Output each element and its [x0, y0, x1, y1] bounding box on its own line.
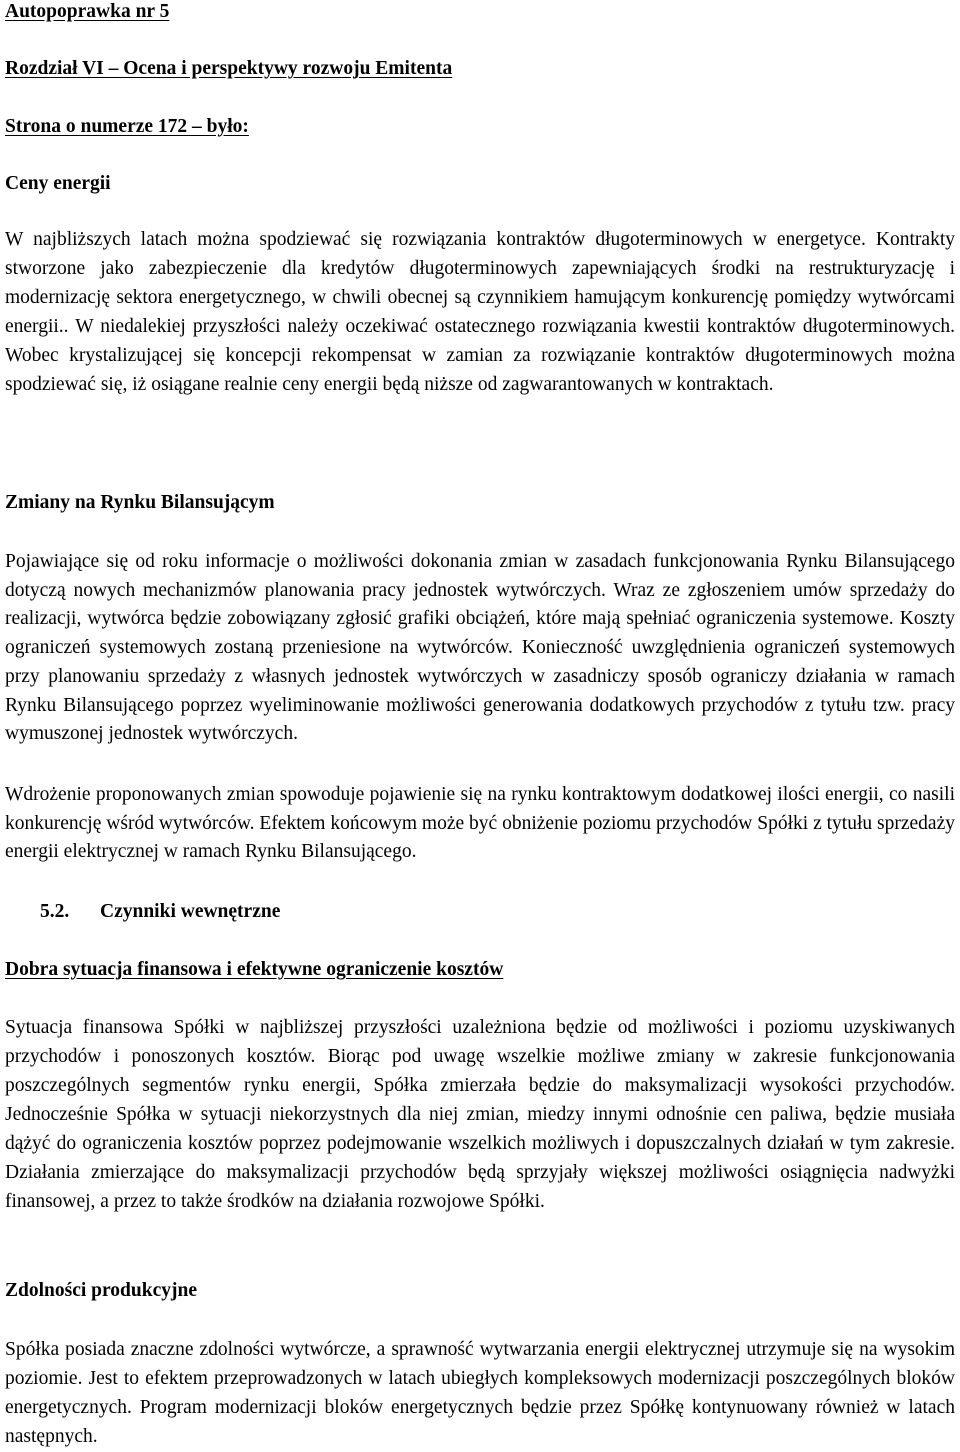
subsection-heading-czynniki-wewnetrzne [40, 898, 960, 926]
section-heading-sytuacja-finansowa: Dobra sytuacja finansowa i efektywne ograniczenie kosztów [5, 959, 504, 980]
section-heading-zdolnosci: Zdolności produkcyjne [5, 1280, 197, 1301]
document-title: Autopoprawka nr 5 [5, 1, 170, 22]
paragraph-zdolnosci: Spółka posiada znaczne zdolności wytwórcze, a sprawność wytwarzania energii elektrycznej utrzymuje się na wysokim poziomie. Jest to efektem przeprowadzonych w latach ubiegłych kompleksowych modernizacji poszczególnych bloków energetycznych. Program modernizacji bloków energetycznych będzie przez Spółkę kontynuowany również w latach następnych. [5, 1339, 955, 1447]
chapter-heading: Rozdział VI – Ocena i perspektywy rozwoju Emitenta [5, 58, 453, 79]
section-heading-rynek-bilansujacy: Zmiany na Rynku Bilansującym [5, 492, 275, 513]
paragraph-rynek-bilansujacy-1: Pojawiające się od roku informacje o możliwości dokonania zmian w zasadach funkcjonowania Rynku Bilansującego dotyczą nowych mechanizmów planowania pracy jednostek wytwórczych. Wraz ze zgłoszeniem umów sprzedaży do realizacji, wytwórca będzie zobowiązany zgłosić grafiki obciążeń, które mają spełniać ograniczenia systemowe. Koszty ograniczeń systemowych zostaną przeniesione na wytwórców. Konieczność uwzględnienia ograniczeń systemowych przy planowaniu sprzedaży z własnych jednostek wytwórczych w zasadniczy sposób ograniczy działania w ramach Rynku Bilansującego poprzez wyeliminowanie możliwości generowania dodatkowych przychodów z tytułu tzw. pracy wymuszonej jednostek wytwórczych. [5, 551, 955, 745]
subsection-title: Czynniki wewnętrzne [100, 901, 281, 922]
paragraph-ceny-energii: W najbliższych latach można spodziewać się rozwiązania kontraktów długoterminowych w energetyce. Kontrakty stworzone jako zabezpieczenie dla kredytów długoterminowych zapewniających środki na restrukturyzację i modernizację sektora energetycznego, w chwili obecnej są czynnikiem hamującym konkurencję pomiędzy wytwórcami energii.. W niedalekiej przyszłości należy oczekiwać ostatecznego rozwiązania kwestii kontraktów długoterminowych. Wobec krystalizującej się koncepcji rekompensat w zamian za rozwiązanie kontraktów długoterminowych można spodziewać się, iż osiągane realnie ceny energii będą niższe od zagwarantowanych w kontraktach. [5, 229, 955, 395]
section-heading-ceny-energii: Ceny energii [5, 173, 111, 194]
paragraph-sytuacja-finansowa: Sytuacja finansowa Spółki w najbliższej przyszłości uzależniona będzie od możliwości i poziomu uzyskiwanych przychodów i ponoszonych kosztów. Biorąc pod uwagę wszelkie możliwe zmiany w zakresie funkcjonowania poszczególnych segmentów rynku energii, Spółka zmierzała będzie do maksymalizacji wysokości przychodów. Jednocześnie Spółka w sytuacji niekorzystnych dla niej zmian, miedzy innymi odnośnie cen paliwa, będzie musiała dążyć do ograniczenia kosztów poprzez podejmowanie wszelkich możliwych i dopuszczalnych działań w tym zakresie. Działania zmierzające do maksymalizacji przychodów będą sprzyjały większej możliwości osiągnięcia nadwyżki finansowej, a przez to także środków na działania rozwojowe Spółki. [5, 1017, 955, 1212]
subsection-number: 5.2. [40, 901, 70, 922]
paragraph-rynek-bilansujacy-2: Wdrożenie proponowanych zmian spowoduje pojawienie się na rynku kontraktowym dodatkowej ilości energii, co nasili konkurencję wśród wytwórców. Efektem końcowym może być obniżenie poziomu przychodów Spółki z tytułu sprzedaży energii elektrycznej w ramach Rynku Bilansującego. [5, 784, 955, 863]
page-reference: Strona o numerze 172 – było: [5, 116, 249, 137]
